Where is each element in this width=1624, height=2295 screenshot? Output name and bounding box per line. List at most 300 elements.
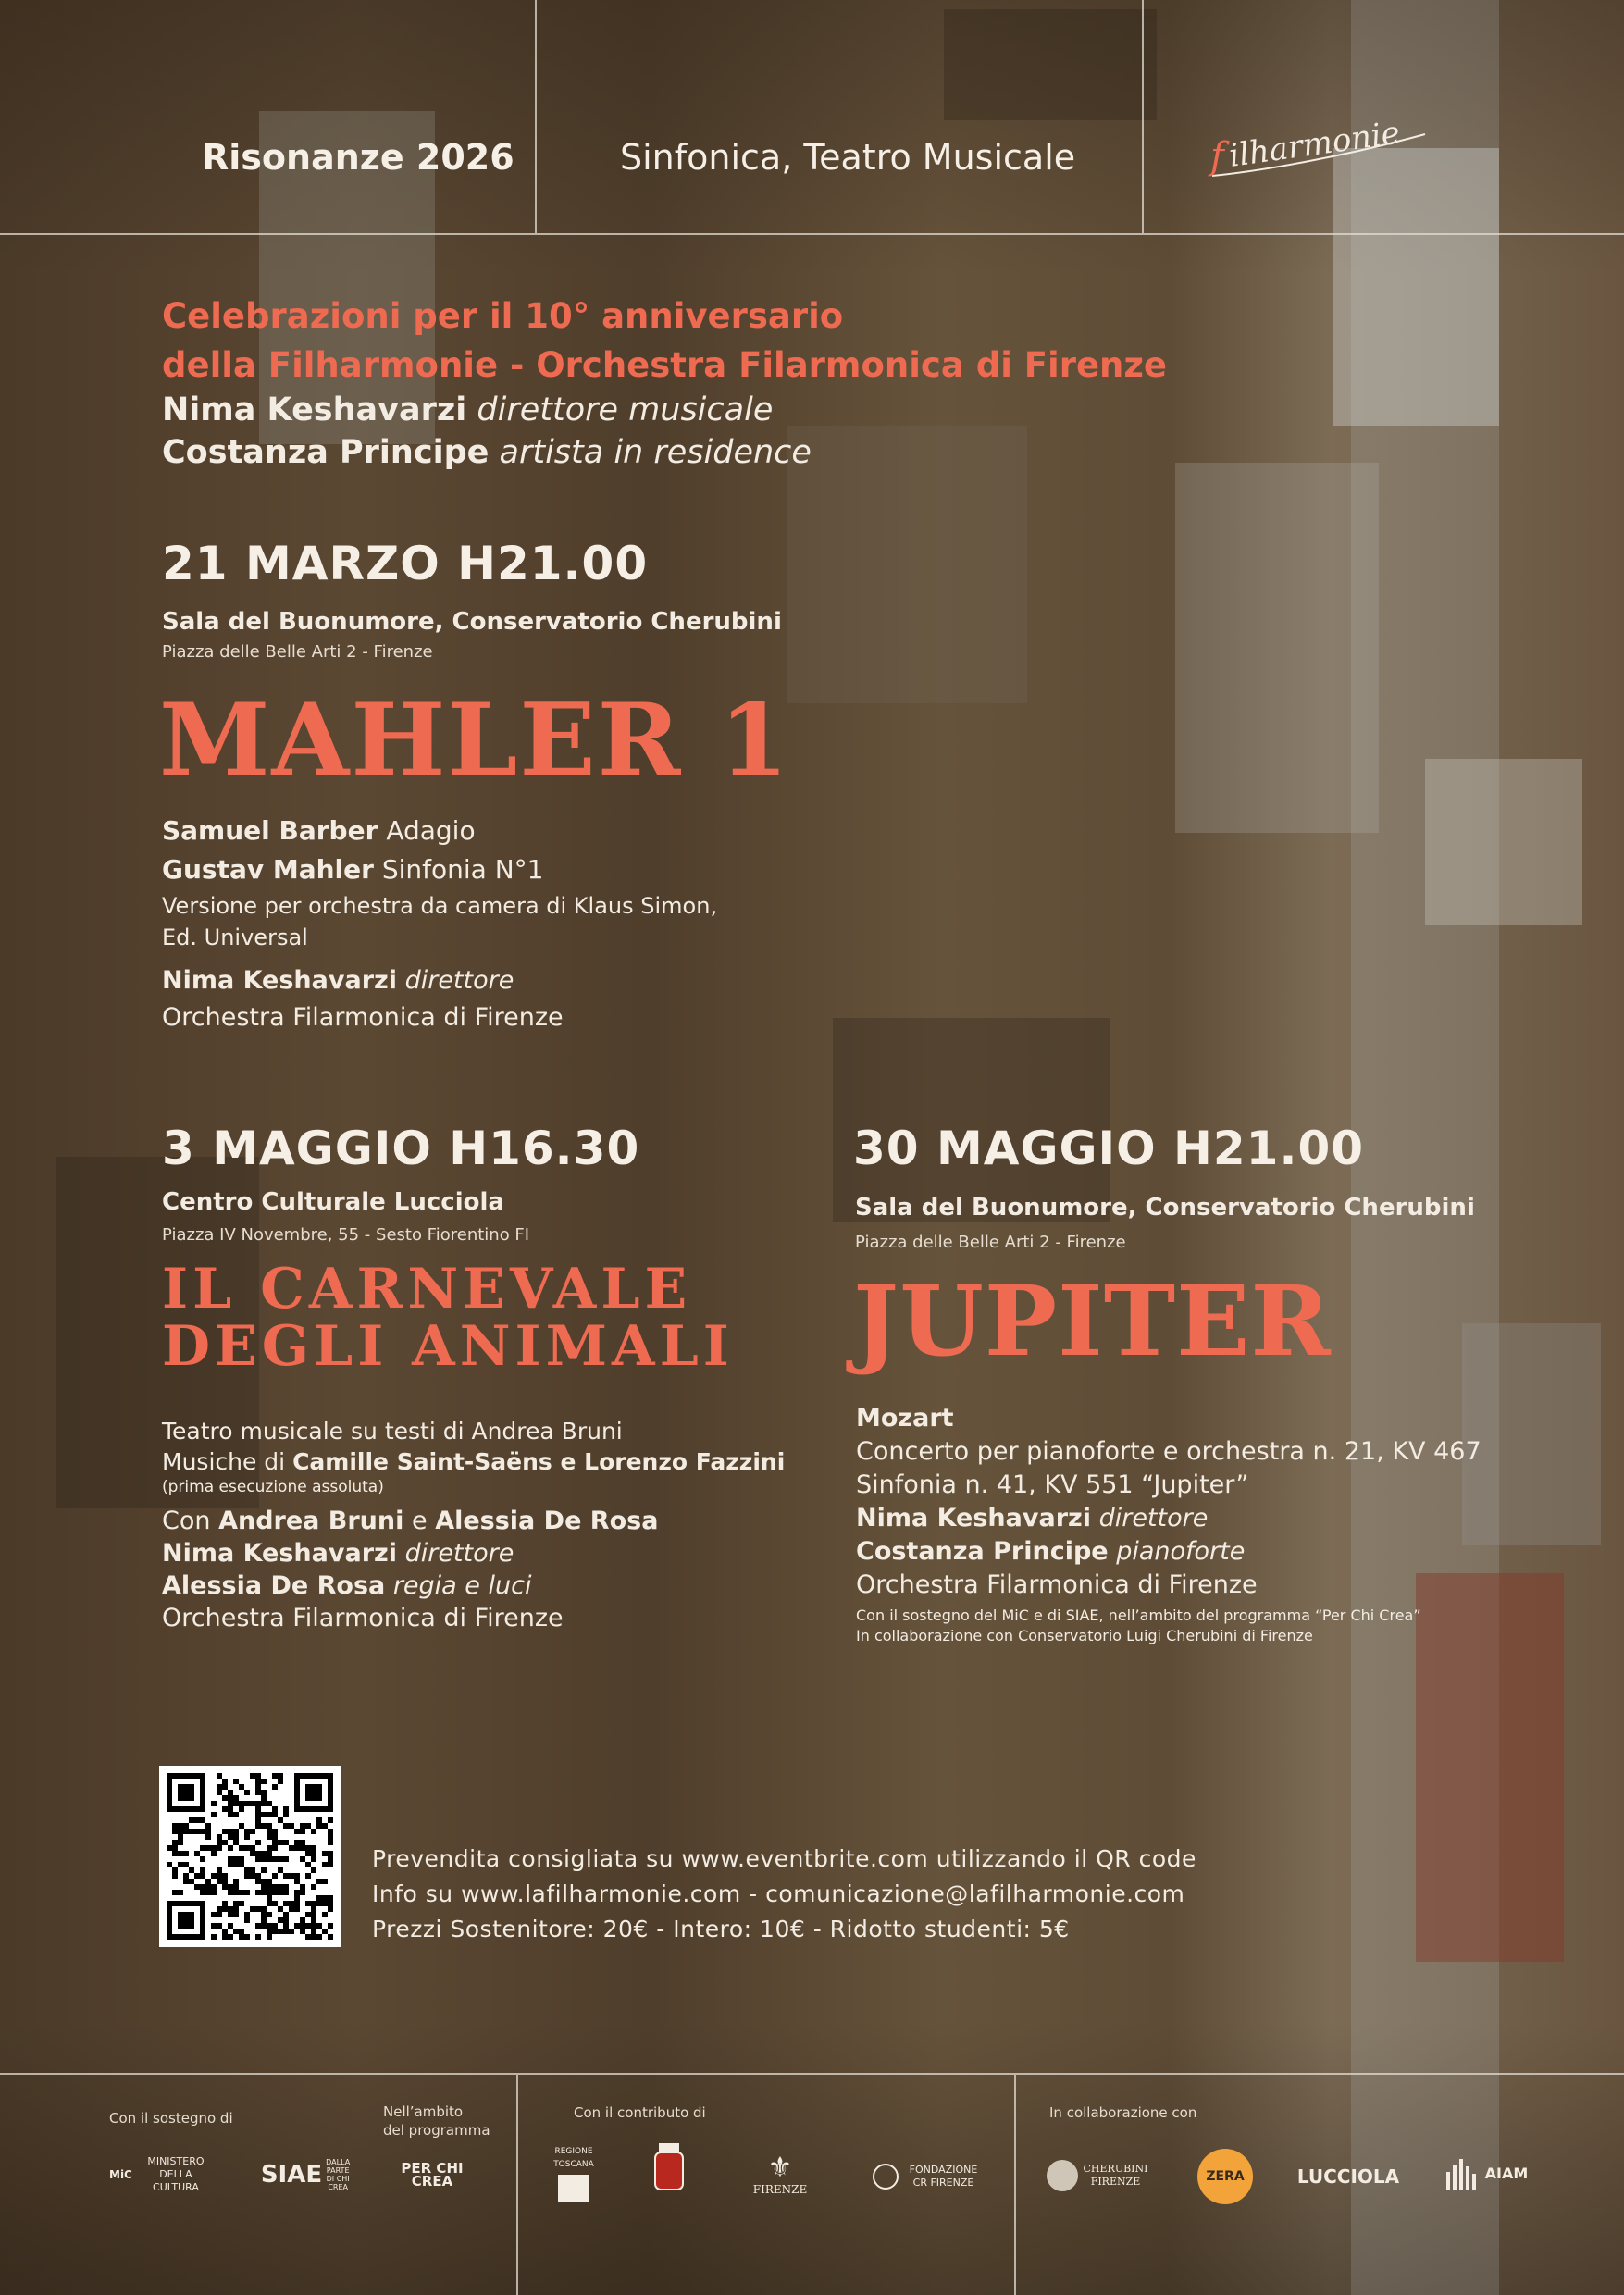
artist-in-residence-role: artista in residence — [499, 434, 812, 471]
qr-module — [328, 1862, 333, 1867]
qr-module — [294, 1906, 300, 1912]
concert3-conductor-role: direttore — [1098, 1504, 1209, 1532]
qr-module — [228, 1790, 233, 1795]
qr-module — [172, 1829, 178, 1834]
concert2-with-and: e — [411, 1507, 428, 1535]
concert1-conductor: Nima Keshavarzi — [162, 966, 397, 995]
qr-module — [267, 1812, 272, 1817]
qr-module — [228, 1934, 233, 1940]
concert2-title-line-1: IL CARNEVALE — [162, 1257, 692, 1321]
qr-module — [200, 1845, 205, 1851]
concert3-support-2: In collaborazione con Conservatorio Luigi Cherubini di Firenze — [856, 1627, 1313, 1644]
qr-module — [316, 1934, 322, 1940]
qr-module — [233, 1929, 239, 1934]
anniversary-line-2: della Filharmonie - Orchestra Filarmonica di Firenze — [162, 345, 1168, 385]
qr-module — [233, 1779, 239, 1784]
concert2-orchestra: Orchestra Filarmonica di Firenze — [162, 1604, 564, 1632]
concert3-date: 30 MAGGIO H21.00 — [853, 1122, 1365, 1175]
qr-module — [217, 1912, 222, 1917]
contribution-label: Con il contributo di — [574, 2104, 706, 2121]
bg-block — [1175, 463, 1379, 833]
qr-module — [211, 1890, 217, 1895]
qr-module — [267, 1934, 272, 1940]
qr-module — [172, 1851, 178, 1856]
qr-module — [205, 1890, 211, 1895]
qr-module — [244, 1873, 250, 1879]
qr-module — [322, 1895, 328, 1901]
anniversary-heading — [162, 292, 1167, 390]
qr-module — [311, 1856, 316, 1862]
concert3-conductor: Nima Keshavarzi — [856, 1504, 1091, 1532]
qr-module — [283, 1806, 289, 1812]
qr-module — [217, 1784, 222, 1790]
qr-module — [267, 1901, 272, 1906]
qr-module — [255, 1790, 261, 1795]
program-label — [383, 2103, 490, 2140]
qr-module — [244, 1867, 250, 1873]
qr-module — [261, 1917, 267, 1923]
regione-toscana-logo — [551, 2145, 597, 2202]
qr-module — [322, 1862, 328, 1867]
qr-module — [272, 1923, 278, 1929]
qr-module — [316, 1879, 322, 1884]
qr-module — [244, 1829, 250, 1834]
qr-module — [172, 1823, 178, 1829]
qr-module — [267, 1884, 272, 1890]
qr-module — [189, 1879, 194, 1884]
concert2-performer-2: Alessia De Rosa — [435, 1507, 659, 1535]
qr-module — [228, 1801, 233, 1806]
concert3-work-1: Concerto per pianoforte e orchestra n. 21, KV 467 — [856, 1437, 1481, 1466]
qr-module — [244, 1801, 250, 1806]
qr-module — [328, 1817, 333, 1823]
footer-divider-vertical — [1014, 2075, 1016, 2295]
qr-module — [228, 1812, 233, 1817]
concert2-address: Piazza IV Novembre, 55 - Sesto Fiorentino FI — [162, 1225, 530, 1245]
qr-module — [300, 1917, 305, 1923]
qr-module — [255, 1823, 261, 1829]
qr-module — [272, 1834, 278, 1840]
qr-module — [261, 1906, 267, 1912]
contact-info: Info su www.lafilharmonie.com - comunicazione@lafilharmonie.com — [372, 1880, 1185, 1907]
fondazione-icon — [873, 2164, 899, 2190]
aiam-logo-text: AIAM — [1484, 2165, 1529, 2182]
qr-module — [328, 1840, 333, 1845]
aiam-bars-icon — [1444, 2155, 1481, 2192]
qr-module — [305, 1901, 311, 1906]
qr-module — [228, 1829, 233, 1834]
qr-module — [311, 1845, 316, 1851]
qr-module — [233, 1840, 239, 1845]
qr-module — [178, 1823, 183, 1829]
qr-module — [283, 1923, 289, 1929]
qr-module — [217, 1923, 222, 1929]
qr-module — [250, 1801, 255, 1806]
qr-module — [316, 1817, 322, 1823]
cherubini-portrait-icon — [1047, 2160, 1078, 2191]
qr-module — [328, 1856, 333, 1862]
qr-module — [316, 1923, 322, 1929]
qr-module — [294, 1890, 300, 1895]
qr-module — [272, 1840, 278, 1845]
comune-firenze-logo — [748, 2145, 812, 2204]
qr-module — [172, 1845, 178, 1851]
qr-module — [267, 1834, 272, 1840]
qr-module — [311, 1851, 316, 1856]
qr-module — [222, 1795, 228, 1801]
qr-module — [250, 1845, 255, 1851]
siae-logo — [260, 2152, 351, 2198]
qr-module — [228, 1856, 233, 1862]
qr-module — [222, 1901, 228, 1906]
qr-module — [283, 1929, 289, 1934]
qr-module — [294, 1879, 300, 1884]
qr-module — [272, 1812, 278, 1817]
qr-module — [183, 1829, 189, 1834]
qr-module — [311, 1906, 316, 1912]
concert3-venue: Sala del Buonumore, Conservatorio Cherubini — [855, 1194, 1475, 1222]
qr-module — [172, 1873, 178, 1879]
concert1-version-2: Ed. Universal — [162, 924, 308, 950]
qr-module — [217, 1834, 222, 1840]
qr-module — [289, 1901, 294, 1906]
qr-module — [311, 1901, 316, 1906]
bg-block — [944, 9, 1157, 120]
qr-module — [283, 1912, 289, 1917]
qr-module — [289, 1845, 294, 1851]
qr-module — [305, 1823, 311, 1829]
qr-module — [272, 1884, 278, 1890]
qr-module — [233, 1906, 239, 1912]
qr-module — [278, 1856, 283, 1862]
qr-module — [222, 1884, 228, 1890]
qr-module — [305, 1851, 311, 1856]
qr-module — [255, 1801, 261, 1806]
concert2-premiere: (prima esecuzione assoluta) — [162, 1478, 384, 1496]
qr-module — [261, 1884, 267, 1890]
qr-module — [255, 1906, 261, 1912]
price-info: Prezzi Sostenitore: 20€ - Intero: 10€ - Ridotto studenti: 5€ — [372, 1916, 1070, 1942]
qr-module — [272, 1890, 278, 1895]
qr-module — [167, 1862, 172, 1867]
qr-module — [183, 1851, 189, 1856]
qr-module — [322, 1851, 328, 1856]
concert2-music-prefix: Musiche di — [162, 1448, 286, 1475]
presale-info: Prevendita consigliata su www.eventbrite.com utilizzando il QR code — [372, 1845, 1196, 1872]
qr-code-pattern — [167, 1773, 333, 1940]
siae-logo-text: SIAE — [260, 2161, 323, 2189]
concert2-text-author: Teatro musicale su testi di Andrea Bruni — [162, 1418, 623, 1445]
qr-module — [255, 1890, 261, 1895]
qr-module — [283, 1901, 289, 1906]
qr-module — [300, 1929, 305, 1934]
qr-module — [228, 1884, 233, 1890]
qr-module — [283, 1840, 289, 1845]
qr-module — [294, 1845, 300, 1851]
concert2-title-line-2: DEGLI ANIMALI — [162, 1314, 734, 1379]
qr-module — [172, 1840, 178, 1845]
qr-module — [244, 1917, 250, 1923]
qr-module — [211, 1873, 217, 1879]
qr-module — [261, 1856, 267, 1862]
qr-module — [228, 1806, 233, 1812]
qr-module — [311, 1934, 316, 1940]
qr-module — [311, 1923, 316, 1929]
bg-block — [1462, 1323, 1601, 1545]
qr-module — [311, 1929, 316, 1934]
artist-in-residence-name: Costanza Principe — [162, 434, 490, 471]
zera-logo: ZERA — [1197, 2149, 1253, 2204]
event-series-title: Risonanze 2026 — [202, 137, 514, 178]
qr-module — [278, 1817, 283, 1823]
concert2-title — [162, 1257, 734, 1379]
qr-module — [267, 1912, 272, 1917]
qr-module — [217, 1873, 222, 1879]
qr-module — [172, 1890, 178, 1895]
qr-module — [211, 1934, 217, 1940]
qr-module — [250, 1906, 255, 1912]
qr-module — [278, 1890, 283, 1895]
qr-module — [305, 1923, 311, 1929]
fleur-de-lis-icon: ⚜ — [767, 2152, 793, 2184]
footer-divider-vertical — [516, 2075, 518, 2295]
qr-module — [228, 1845, 233, 1851]
qr-module — [228, 1906, 233, 1912]
qr-module — [255, 1873, 261, 1879]
qr-module — [211, 1812, 217, 1817]
qr-module — [255, 1851, 261, 1856]
qr-module — [300, 1890, 305, 1895]
concert2-director: Alessia De Rosa — [162, 1571, 386, 1600]
qr-module — [194, 1817, 200, 1823]
qr-module — [316, 1895, 322, 1901]
qr-module — [200, 1890, 205, 1895]
qr-module — [300, 1823, 305, 1829]
qr-module — [305, 1845, 311, 1851]
qr-module — [267, 1923, 272, 1929]
concert1-composer-2: Gustav Mahler — [162, 854, 374, 885]
qr-module — [261, 1801, 267, 1806]
per-chi-crea-logo: PER CHI CREA — [401, 2160, 464, 2190]
qr-module — [244, 1834, 250, 1840]
concert2-date: 3 MAGGIO H16.30 — [162, 1122, 640, 1175]
qr-module — [244, 1912, 250, 1917]
qr-module — [272, 1901, 278, 1906]
concert1-version-1: Versione per orchestra da camera di Klaus Simon, — [162, 893, 718, 919]
bg-block — [1425, 759, 1582, 925]
qr-module — [217, 1840, 222, 1845]
province-crest-icon — [648, 2140, 690, 2201]
qr-module — [233, 1834, 239, 1840]
qr-module — [294, 1895, 300, 1901]
qr-module — [300, 1856, 305, 1862]
qr-module — [244, 1934, 250, 1940]
qr-module — [272, 1845, 278, 1851]
qr-module — [294, 1840, 300, 1845]
qr-module — [255, 1806, 261, 1812]
qr-module — [322, 1901, 328, 1906]
qr-module — [283, 1890, 289, 1895]
concert1-orchestra: Orchestra Filarmonica di Firenze — [162, 1003, 564, 1032]
qr-module — [328, 1906, 333, 1912]
qr-module — [233, 1890, 239, 1895]
qr-module — [222, 1829, 228, 1834]
qr-module — [272, 1929, 278, 1934]
qr-module — [255, 1840, 261, 1845]
qr-module — [239, 1929, 244, 1934]
qr-module — [261, 1795, 267, 1801]
qr-module — [183, 1823, 189, 1829]
qr-module — [205, 1823, 211, 1829]
siae-logo-subtext: DALLA PARTE DI CHI CREA — [326, 2158, 351, 2191]
qr-module — [278, 1779, 283, 1784]
qr-module — [322, 1823, 328, 1829]
qr-module — [261, 1779, 267, 1784]
qr-module — [205, 1845, 211, 1851]
qr-module — [267, 1801, 272, 1806]
qr-module — [267, 1851, 272, 1856]
concert1-work-1: Adagio — [386, 815, 476, 846]
qr-module — [328, 1934, 333, 1940]
qr-module — [250, 1867, 255, 1873]
qr-module — [233, 1856, 239, 1862]
qr-module — [294, 1923, 300, 1929]
qr-module — [178, 1840, 183, 1845]
concert2-venue: Centro Culturale Lucciola — [162, 1188, 504, 1216]
qr-module — [322, 1879, 328, 1884]
qr-module — [178, 1890, 183, 1895]
qr-module — [255, 1856, 261, 1862]
qr-module — [239, 1890, 244, 1895]
concert3-orchestra: Orchestra Filarmonica di Firenze — [856, 1570, 1258, 1599]
concert1-date: 21 MARZO H21.00 — [162, 537, 649, 590]
bg-block — [833, 1018, 1110, 1222]
qr-module — [278, 1867, 283, 1873]
program-label-2: del programma — [383, 2122, 490, 2139]
concert2-program — [162, 1416, 785, 1634]
qr-module — [211, 1845, 217, 1851]
qr-module — [261, 1912, 267, 1917]
qr-module — [183, 1873, 189, 1879]
qr-module — [267, 1856, 272, 1862]
genre-label: Sinfonica, Teatro Musicale — [620, 137, 1076, 178]
qr-module — [217, 1879, 222, 1884]
qr-module — [294, 1901, 300, 1906]
qr-module — [283, 1823, 289, 1829]
cherubini-logo-text: CHERUBINI FIRENZE — [1083, 2163, 1148, 2188]
concert1-work-2: Sinfonia N°1 — [381, 854, 544, 885]
qr-module — [200, 1829, 205, 1834]
qr-module — [289, 1929, 294, 1934]
qr-module — [178, 1862, 183, 1867]
ticket-qr-code[interactable] — [159, 1766, 341, 1947]
qr-module — [328, 1851, 333, 1856]
qr-module — [233, 1795, 239, 1801]
fondazione-cr-logo — [870, 2156, 986, 2197]
footer-divider — [0, 2073, 1624, 2075]
qr-module — [189, 1867, 194, 1873]
qr-module — [233, 1862, 239, 1867]
cherubini-logo — [1044, 2152, 1150, 2199]
ticket-info — [372, 1842, 1196, 1947]
qr-module — [211, 1851, 217, 1856]
qr-module — [328, 1923, 333, 1929]
qr-module — [289, 1823, 294, 1829]
qr-module — [305, 1873, 311, 1879]
concert2-conductor-role: direttore — [404, 1539, 514, 1568]
qr-module — [239, 1806, 244, 1812]
qr-module — [205, 1879, 211, 1884]
qr-module — [194, 1873, 200, 1879]
pegasus-icon — [558, 2175, 589, 2202]
qr-module — [239, 1845, 244, 1851]
qr-module — [311, 1884, 316, 1890]
qr-module — [167, 1845, 172, 1851]
qr-module — [200, 1867, 205, 1873]
qr-module — [178, 1829, 183, 1834]
qr-module — [261, 1823, 267, 1829]
program-label-1: Nell’ambito — [383, 2103, 464, 2120]
qr-module — [267, 1829, 272, 1834]
aiam-logo — [1440, 2149, 1532, 2199]
qr-module — [228, 1795, 233, 1801]
qr-module — [311, 1917, 316, 1923]
qr-module — [239, 1862, 244, 1867]
collaboration-label: In collaborazione con — [1049, 2104, 1197, 2121]
concert2-composers: Camille Saint-Saëns e Lorenzo Fazzini — [292, 1448, 786, 1475]
qr-module — [250, 1773, 255, 1779]
qr-module — [328, 1829, 333, 1834]
qr-module — [239, 1801, 244, 1806]
qr-module — [272, 1829, 278, 1834]
qr-module — [250, 1873, 255, 1879]
svg-text:ilharmonie: ilharmonie — [1226, 120, 1403, 175]
qr-module — [283, 1812, 289, 1817]
qr-module — [328, 1901, 333, 1906]
qr-module — [228, 1862, 233, 1867]
qr-module — [222, 1840, 228, 1845]
qr-module — [322, 1912, 328, 1917]
qr-module — [305, 1934, 311, 1940]
qr-module — [316, 1901, 322, 1906]
concert3-soloist-role: pianoforte — [1116, 1537, 1246, 1566]
qr-module — [283, 1856, 289, 1862]
qr-module — [183, 1879, 189, 1884]
concert3-program — [856, 1402, 1481, 1646]
qr-module — [228, 1912, 233, 1917]
qr-module — [233, 1812, 239, 1817]
qr-module — [272, 1773, 278, 1779]
qr-module — [278, 1773, 283, 1779]
qr-module — [267, 1895, 272, 1901]
header-divider-vertical — [1142, 0, 1144, 233]
qr-module — [228, 1834, 233, 1840]
qr-module — [239, 1901, 244, 1906]
qr-module — [255, 1934, 261, 1940]
music-director-role: direttore musicale — [477, 391, 774, 428]
qr-module — [239, 1784, 244, 1790]
qr-module — [289, 1873, 294, 1879]
music-director-name: Nima Keshavarzi — [162, 391, 467, 428]
qr-module — [222, 1906, 228, 1912]
qr-module — [294, 1873, 300, 1879]
qr-module — [272, 1873, 278, 1879]
qr-module — [267, 1823, 272, 1829]
qr-module — [283, 1917, 289, 1923]
fondazione-logo-text: FONDAZIONE CR FIRENZE — [909, 2164, 978, 2189]
qr-module — [261, 1790, 267, 1795]
qr-module — [255, 1779, 261, 1784]
